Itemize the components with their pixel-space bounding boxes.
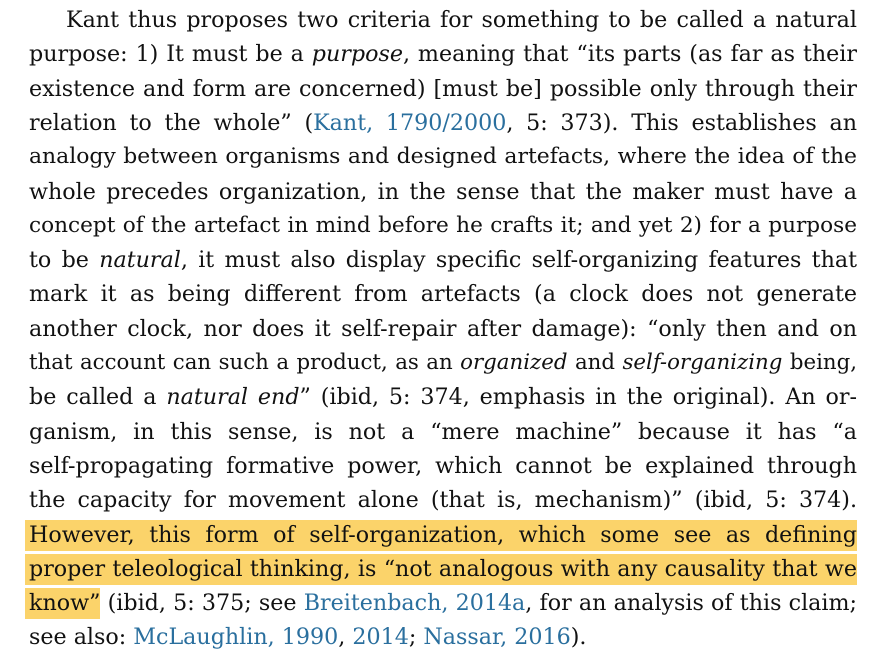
text-line	[29, 312, 857, 346]
text-line	[29, 37, 857, 71]
text-run: see also:	[29, 624, 134, 651]
text-line	[29, 209, 857, 243]
text-line	[29, 277, 857, 311]
text-run: existence and form are concerned) [must be] possible only through their	[29, 75, 857, 102]
text-run: and	[567, 350, 623, 375]
citation-mclaughlin-2014[interactable]: 2014	[352, 624, 409, 651]
text-run: whole precedes organization, in the sense that the maker must have a	[29, 178, 857, 205]
text-run: that account can such a product, as an	[29, 350, 461, 375]
citation-nassar-2016[interactable]: Nassar, 2016	[423, 624, 571, 651]
highlighted-text: proper teleological thinking, is “not analogous with any causality that we	[25, 554, 857, 585]
text-run: ;	[408, 624, 424, 651]
text-line-highlighted	[29, 552, 857, 586]
text-line	[66, 3, 857, 37]
text-run: ,	[338, 624, 353, 651]
text-run: self-propagating formative power, which cannot be explained through	[29, 452, 857, 479]
highlighted-text: However, this form of self-organization, which some see as defining	[25, 520, 857, 551]
text-run: Kant thus proposes two criteria for something to be called a natural	[66, 7, 857, 33]
text-line	[29, 380, 857, 414]
text-line	[29, 415, 857, 449]
text-run: be called a	[29, 384, 167, 411]
text-line	[29, 586, 857, 620]
text-run: ” (ibid, 5: 374, emphasis in the original). An or-	[299, 384, 857, 411]
text-line	[29, 620, 857, 654]
text-run: relation to the whole” (	[29, 109, 314, 136]
text-run: (ibid, 5: 375; see	[100, 590, 304, 617]
text-run: ganism, in this sense, is not a “mere machine” because it has “a	[29, 418, 857, 445]
text-run: mark it as being different from artefacts (a clock does not generate	[29, 281, 857, 308]
text-run: ).	[570, 624, 587, 651]
text-run: to be	[29, 247, 100, 274]
emphasis-organized: organized	[460, 350, 568, 375]
emphasis-purpose: purpose	[311, 41, 403, 68]
text-run: concept of the artefact in mind before he crafts it; and yet 2) for a purpose	[29, 212, 857, 238]
citation-kant-1790[interactable]: Kant, 1790/2000	[313, 109, 507, 136]
text-line	[29, 72, 857, 106]
text-run: , meaning that “its parts (as far as their	[402, 41, 857, 68]
text-line	[29, 346, 857, 380]
citation-breitenbach-2014a[interactable]: Breitenbach, 2014a	[303, 590, 526, 617]
text-line	[29, 175, 857, 209]
text-line-highlighted	[29, 518, 857, 552]
text-line	[29, 243, 857, 277]
text-run: the capacity for movement alone (that is, mechanism)” (ibid, 5: 374).	[29, 487, 857, 514]
text-run: purpose: 1) It must be a	[29, 41, 312, 68]
text-run: analogy between organisms and designed artefacts, where the idea of the	[29, 144, 857, 170]
emphasis-natural: natural	[99, 247, 181, 274]
emphasis-natural-end: natural end	[166, 384, 300, 411]
emphasis-self-organizing: self-organizing	[622, 350, 783, 375]
text-line	[29, 449, 857, 483]
citation-mclaughlin-1990[interactable]: McLaughlin, 1990	[133, 624, 339, 651]
text-run: , for an analysis of this claim;	[525, 590, 858, 617]
text-run: being,	[782, 350, 857, 375]
text-run: , it must also display specific self-organizing features that	[180, 247, 858, 274]
text-line	[29, 106, 857, 140]
highlighted-text: know”	[25, 588, 100, 619]
text-line	[29, 483, 857, 517]
text-run: , 5: 373). This establishes an	[506, 109, 857, 136]
text-line	[29, 140, 857, 174]
text-run: another clock, nor does it self-repair after damage): “only then and on	[29, 315, 857, 342]
